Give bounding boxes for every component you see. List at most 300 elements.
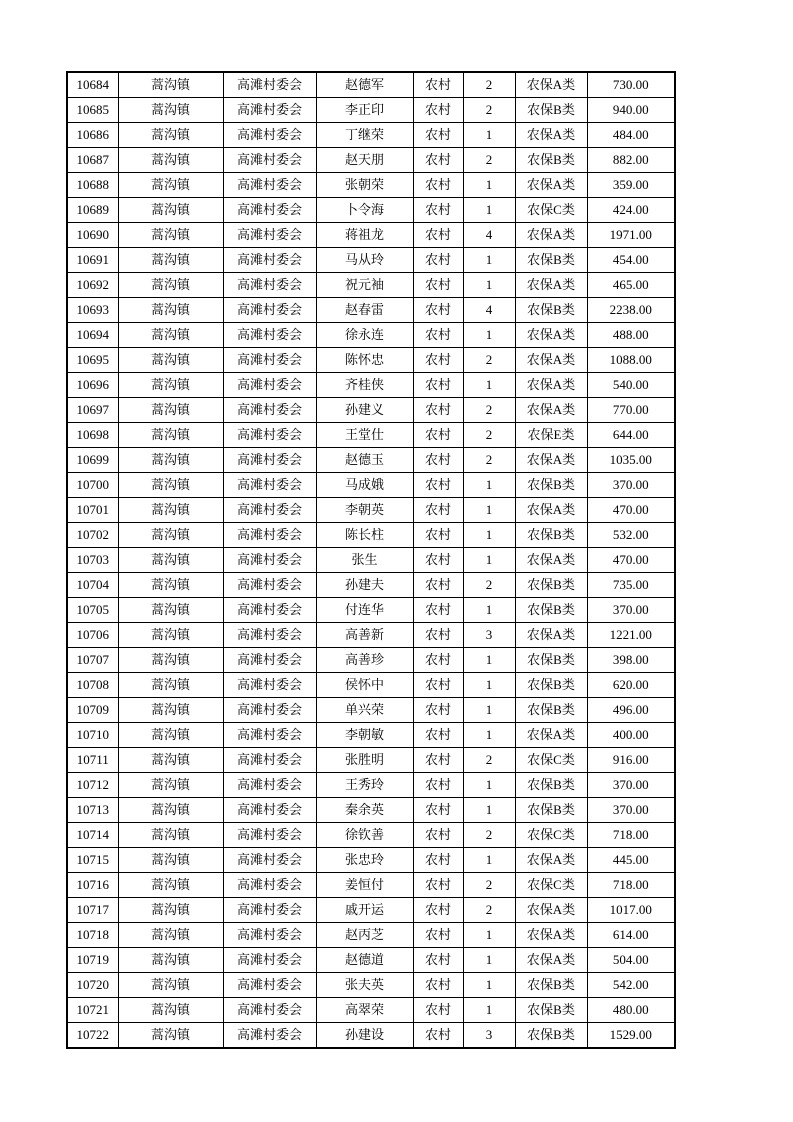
cell-category: 农保E类 xyxy=(515,423,587,448)
cell-name: 李正印 xyxy=(316,98,413,123)
cell-amount: 1529.00 xyxy=(587,1023,675,1049)
cell-count: 3 xyxy=(463,623,515,648)
cell-village: 高滩村委会 xyxy=(223,273,316,298)
cell-count: 1 xyxy=(463,998,515,1023)
cell-category: 农保A类 xyxy=(515,623,587,648)
cell-name: 徐钦善 xyxy=(316,823,413,848)
cell-count: 1 xyxy=(463,948,515,973)
cell-id: 10719 xyxy=(67,948,118,973)
table-row xyxy=(67,473,675,498)
cell-id: 10691 xyxy=(67,248,118,273)
cell-village: 高滩村委会 xyxy=(223,248,316,273)
cell-town: 蒿沟镇 xyxy=(118,723,223,748)
cell-town: 蒿沟镇 xyxy=(118,323,223,348)
cell-village: 高滩村委会 xyxy=(223,72,316,98)
cell-id: 10713 xyxy=(67,798,118,823)
table-row xyxy=(67,298,675,323)
cell-name: 高翠荣 xyxy=(316,998,413,1023)
cell-type: 农村 xyxy=(413,72,463,98)
cell-name: 张忠玲 xyxy=(316,848,413,873)
cell-category: 农保A类 xyxy=(515,498,587,523)
cell-village: 高滩村委会 xyxy=(223,823,316,848)
cell-count: 1 xyxy=(463,248,515,273)
table-row xyxy=(67,748,675,773)
cell-id: 10699 xyxy=(67,448,118,473)
cell-type: 农村 xyxy=(413,998,463,1023)
cell-amount: 400.00 xyxy=(587,723,675,748)
cell-count: 1 xyxy=(463,273,515,298)
cell-name: 赵丙芝 xyxy=(316,923,413,948)
table-row xyxy=(67,698,675,723)
cell-type: 农村 xyxy=(413,648,463,673)
cell-name: 陈怀忠 xyxy=(316,348,413,373)
cell-village: 高滩村委会 xyxy=(223,148,316,173)
cell-count: 2 xyxy=(463,898,515,923)
cell-name: 张胜明 xyxy=(316,748,413,773)
cell-id: 10690 xyxy=(67,223,118,248)
cell-category: 农保B类 xyxy=(515,473,587,498)
cell-id: 10685 xyxy=(67,98,118,123)
cell-category: 农保A类 xyxy=(515,323,587,348)
cell-amount: 480.00 xyxy=(587,998,675,1023)
cell-amount: 540.00 xyxy=(587,373,675,398)
cell-name: 侯怀中 xyxy=(316,673,413,698)
cell-type: 农村 xyxy=(413,598,463,623)
cell-amount: 1088.00 xyxy=(587,348,675,373)
cell-name: 张朝荣 xyxy=(316,173,413,198)
cell-village: 高滩村委会 xyxy=(223,473,316,498)
cell-amount: 882.00 xyxy=(587,148,675,173)
cell-village: 高滩村委会 xyxy=(223,398,316,423)
table-row xyxy=(67,973,675,998)
cell-count: 1 xyxy=(463,848,515,873)
cell-count: 3 xyxy=(463,1023,515,1049)
cell-count: 2 xyxy=(463,348,515,373)
table-row xyxy=(67,423,675,448)
cell-id: 10686 xyxy=(67,123,118,148)
cell-count: 2 xyxy=(463,72,515,98)
cell-name: 祝元袖 xyxy=(316,273,413,298)
cell-type: 农村 xyxy=(413,823,463,848)
cell-type: 农村 xyxy=(413,273,463,298)
cell-category: 农保A类 xyxy=(515,948,587,973)
cell-amount: 1971.00 xyxy=(587,223,675,248)
cell-name: 王秀玲 xyxy=(316,773,413,798)
cell-village: 高滩村委会 xyxy=(223,748,316,773)
cell-type: 农村 xyxy=(413,548,463,573)
cell-id: 10704 xyxy=(67,573,118,598)
cell-id: 10718 xyxy=(67,923,118,948)
cell-category: 农保A类 xyxy=(515,72,587,98)
cell-name: 姜恒付 xyxy=(316,873,413,898)
table-row xyxy=(67,448,675,473)
cell-name: 李朝英 xyxy=(316,498,413,523)
cell-town: 蒿沟镇 xyxy=(118,248,223,273)
cell-name: 赵春雷 xyxy=(316,298,413,323)
cell-amount: 470.00 xyxy=(587,548,675,573)
cell-town: 蒿沟镇 xyxy=(118,773,223,798)
cell-amount: 504.00 xyxy=(587,948,675,973)
cell-name: 丁继荣 xyxy=(316,123,413,148)
cell-type: 农村 xyxy=(413,698,463,723)
cell-id: 10697 xyxy=(67,398,118,423)
cell-amount: 916.00 xyxy=(587,748,675,773)
cell-id: 10715 xyxy=(67,848,118,873)
cell-type: 农村 xyxy=(413,673,463,698)
cell-id: 10688 xyxy=(67,173,118,198)
cell-amount: 1017.00 xyxy=(587,898,675,923)
cell-village: 高滩村委会 xyxy=(223,123,316,148)
cell-type: 农村 xyxy=(413,223,463,248)
cell-type: 农村 xyxy=(413,198,463,223)
cell-amount: 465.00 xyxy=(587,273,675,298)
cell-count: 2 xyxy=(463,748,515,773)
cell-name: 孙建义 xyxy=(316,398,413,423)
cell-town: 蒿沟镇 xyxy=(118,748,223,773)
cell-amount: 2238.00 xyxy=(587,298,675,323)
cell-town: 蒿沟镇 xyxy=(118,648,223,673)
cell-town: 蒿沟镇 xyxy=(118,923,223,948)
cell-category: 农保B类 xyxy=(515,798,587,823)
cell-type: 农村 xyxy=(413,798,463,823)
cell-name: 齐桂侠 xyxy=(316,373,413,398)
cell-town: 蒿沟镇 xyxy=(118,673,223,698)
cell-village: 高滩村委会 xyxy=(223,948,316,973)
cell-village: 高滩村委会 xyxy=(223,373,316,398)
cell-amount: 770.00 xyxy=(587,398,675,423)
table-row xyxy=(67,723,675,748)
cell-id: 10708 xyxy=(67,673,118,698)
cell-category: 农保B类 xyxy=(515,698,587,723)
cell-category: 农保A类 xyxy=(515,123,587,148)
table-row xyxy=(67,773,675,798)
cell-village: 高滩村委会 xyxy=(223,548,316,573)
cell-id: 10698 xyxy=(67,423,118,448)
cell-village: 高滩村委会 xyxy=(223,573,316,598)
cell-category: 农保B类 xyxy=(515,673,587,698)
cell-amount: 370.00 xyxy=(587,473,675,498)
cell-town: 蒿沟镇 xyxy=(118,523,223,548)
cell-id: 10709 xyxy=(67,698,118,723)
cell-town: 蒿沟镇 xyxy=(118,72,223,98)
cell-town: 蒿沟镇 xyxy=(118,823,223,848)
cell-category: 农保A类 xyxy=(515,848,587,873)
cell-id: 10695 xyxy=(67,348,118,373)
cell-name: 徐永连 xyxy=(316,323,413,348)
cell-category: 农保B类 xyxy=(515,523,587,548)
cell-town: 蒿沟镇 xyxy=(118,573,223,598)
cell-type: 农村 xyxy=(413,348,463,373)
cell-town: 蒿沟镇 xyxy=(118,698,223,723)
cell-category: 农保B类 xyxy=(515,998,587,1023)
cell-count: 1 xyxy=(463,673,515,698)
cell-name: 孙建设 xyxy=(316,1023,413,1049)
cell-town: 蒿沟镇 xyxy=(118,148,223,173)
cell-amount: 940.00 xyxy=(587,98,675,123)
cell-id: 10687 xyxy=(67,148,118,173)
cell-town: 蒿沟镇 xyxy=(118,848,223,873)
cell-category: 农保A类 xyxy=(515,398,587,423)
cell-id: 10721 xyxy=(67,998,118,1023)
cell-category: 农保A类 xyxy=(515,373,587,398)
cell-count: 1 xyxy=(463,323,515,348)
cell-type: 农村 xyxy=(413,898,463,923)
table-row xyxy=(67,673,675,698)
cell-name: 高善珍 xyxy=(316,648,413,673)
cell-amount: 644.00 xyxy=(587,423,675,448)
cell-category: 农保A类 xyxy=(515,723,587,748)
cell-id: 10693 xyxy=(67,298,118,323)
table-row xyxy=(67,873,675,898)
cell-amount: 454.00 xyxy=(587,248,675,273)
table-row xyxy=(67,598,675,623)
cell-village: 高滩村委会 xyxy=(223,598,316,623)
cell-type: 农村 xyxy=(413,873,463,898)
cell-amount: 1035.00 xyxy=(587,448,675,473)
table-row xyxy=(67,623,675,648)
cell-town: 蒿沟镇 xyxy=(118,973,223,998)
cell-town: 蒿沟镇 xyxy=(118,498,223,523)
cell-village: 高滩村委会 xyxy=(223,98,316,123)
cell-amount: 470.00 xyxy=(587,498,675,523)
cell-amount: 370.00 xyxy=(587,798,675,823)
cell-type: 农村 xyxy=(413,848,463,873)
cell-name: 张生 xyxy=(316,548,413,573)
cell-type: 农村 xyxy=(413,173,463,198)
cell-id: 10701 xyxy=(67,498,118,523)
cell-count: 1 xyxy=(463,548,515,573)
cell-count: 1 xyxy=(463,498,515,523)
cell-category: 农保B类 xyxy=(515,98,587,123)
cell-village: 高滩村委会 xyxy=(223,298,316,323)
cell-town: 蒿沟镇 xyxy=(118,423,223,448)
table-row xyxy=(67,898,675,923)
cell-id: 10722 xyxy=(67,1023,118,1049)
cell-amount: 532.00 xyxy=(587,523,675,548)
cell-town: 蒿沟镇 xyxy=(118,548,223,573)
cell-village: 高滩村委会 xyxy=(223,648,316,673)
cell-id: 10703 xyxy=(67,548,118,573)
cell-village: 高滩村委会 xyxy=(223,973,316,998)
cell-village: 高滩村委会 xyxy=(223,448,316,473)
cell-town: 蒿沟镇 xyxy=(118,448,223,473)
table-row xyxy=(67,72,675,98)
cell-category: 农保B类 xyxy=(515,598,587,623)
table-row xyxy=(67,648,675,673)
cell-type: 农村 xyxy=(413,623,463,648)
cell-town: 蒿沟镇 xyxy=(118,473,223,498)
cell-type: 农村 xyxy=(413,723,463,748)
cell-category: 农保A类 xyxy=(515,348,587,373)
cell-name: 蒋祖龙 xyxy=(316,223,413,248)
cell-category: 农保C类 xyxy=(515,198,587,223)
table-row xyxy=(67,823,675,848)
cell-village: 高滩村委会 xyxy=(223,223,316,248)
cell-id: 10720 xyxy=(67,973,118,998)
cell-village: 高滩村委会 xyxy=(223,173,316,198)
cell-category: 农保B类 xyxy=(515,1023,587,1049)
cell-name: 王堂仕 xyxy=(316,423,413,448)
cell-amount: 370.00 xyxy=(587,598,675,623)
cell-village: 高滩村委会 xyxy=(223,773,316,798)
cell-name: 赵德玉 xyxy=(316,448,413,473)
cell-village: 高滩村委会 xyxy=(223,198,316,223)
cell-town: 蒿沟镇 xyxy=(118,173,223,198)
cell-count: 1 xyxy=(463,373,515,398)
cell-amount: 359.00 xyxy=(587,173,675,198)
cell-amount: 424.00 xyxy=(587,198,675,223)
table-body xyxy=(67,72,675,1048)
table-row xyxy=(67,923,675,948)
cell-type: 农村 xyxy=(413,473,463,498)
cell-amount: 484.00 xyxy=(587,123,675,148)
benefits-table xyxy=(66,71,676,1049)
cell-id: 10684 xyxy=(67,72,118,98)
table-row xyxy=(67,148,675,173)
cell-village: 高滩村委会 xyxy=(223,698,316,723)
cell-category: 农保A类 xyxy=(515,923,587,948)
table-row xyxy=(67,548,675,573)
cell-type: 农村 xyxy=(413,323,463,348)
cell-count: 1 xyxy=(463,173,515,198)
cell-town: 蒿沟镇 xyxy=(118,1023,223,1049)
cell-type: 农村 xyxy=(413,98,463,123)
cell-id: 10689 xyxy=(67,198,118,223)
cell-name: 陈长柱 xyxy=(316,523,413,548)
table-row xyxy=(67,573,675,598)
cell-name: 戚开运 xyxy=(316,898,413,923)
cell-count: 1 xyxy=(463,798,515,823)
cell-count: 1 xyxy=(463,923,515,948)
cell-category: 农保A类 xyxy=(515,548,587,573)
cell-type: 农村 xyxy=(413,448,463,473)
cell-category: 农保C类 xyxy=(515,823,587,848)
cell-id: 10700 xyxy=(67,473,118,498)
cell-category: 农保B类 xyxy=(515,573,587,598)
cell-count: 1 xyxy=(463,723,515,748)
cell-id: 10712 xyxy=(67,773,118,798)
cell-id: 10714 xyxy=(67,823,118,848)
cell-name: 付连华 xyxy=(316,598,413,623)
cell-town: 蒿沟镇 xyxy=(118,298,223,323)
cell-town: 蒿沟镇 xyxy=(118,223,223,248)
cell-id: 10710 xyxy=(67,723,118,748)
cell-category: 农保B类 xyxy=(515,973,587,998)
cell-village: 高滩村委会 xyxy=(223,523,316,548)
cell-name: 李朝敏 xyxy=(316,723,413,748)
cell-town: 蒿沟镇 xyxy=(118,873,223,898)
table-row xyxy=(67,123,675,148)
cell-village: 高滩村委会 xyxy=(223,998,316,1023)
cell-town: 蒿沟镇 xyxy=(118,598,223,623)
cell-amount: 542.00 xyxy=(587,973,675,998)
cell-amount: 496.00 xyxy=(587,698,675,723)
cell-name: 卜令海 xyxy=(316,198,413,223)
cell-id: 10706 xyxy=(67,623,118,648)
cell-id: 10694 xyxy=(67,323,118,348)
cell-type: 农村 xyxy=(413,973,463,998)
cell-type: 农村 xyxy=(413,398,463,423)
cell-town: 蒿沟镇 xyxy=(118,198,223,223)
cell-name: 马成娥 xyxy=(316,473,413,498)
cell-type: 农村 xyxy=(413,498,463,523)
cell-type: 农村 xyxy=(413,298,463,323)
cell-name: 马从玲 xyxy=(316,248,413,273)
table-row xyxy=(67,1023,675,1049)
table-row xyxy=(67,798,675,823)
cell-category: 农保A类 xyxy=(515,273,587,298)
cell-village: 高滩村委会 xyxy=(223,623,316,648)
table-row xyxy=(67,948,675,973)
cell-category: 农保B类 xyxy=(515,248,587,273)
cell-type: 农村 xyxy=(413,373,463,398)
cell-type: 农村 xyxy=(413,948,463,973)
cell-category: 农保C类 xyxy=(515,748,587,773)
cell-village: 高滩村委会 xyxy=(223,798,316,823)
cell-name: 高善新 xyxy=(316,623,413,648)
cell-count: 4 xyxy=(463,298,515,323)
cell-category: 农保B类 xyxy=(515,648,587,673)
cell-id: 10707 xyxy=(67,648,118,673)
cell-count: 1 xyxy=(463,598,515,623)
table-row xyxy=(67,498,675,523)
cell-village: 高滩村委会 xyxy=(223,898,316,923)
cell-count: 2 xyxy=(463,573,515,598)
cell-count: 2 xyxy=(463,423,515,448)
cell-count: 1 xyxy=(463,123,515,148)
table-row xyxy=(67,323,675,348)
cell-count: 2 xyxy=(463,873,515,898)
cell-count: 1 xyxy=(463,523,515,548)
table-row xyxy=(67,523,675,548)
cell-count: 1 xyxy=(463,698,515,723)
cell-amount: 370.00 xyxy=(587,773,675,798)
cell-village: 高滩村委会 xyxy=(223,723,316,748)
cell-town: 蒿沟镇 xyxy=(118,998,223,1023)
cell-amount: 718.00 xyxy=(587,873,675,898)
cell-amount: 1221.00 xyxy=(587,623,675,648)
cell-name: 孙建夫 xyxy=(316,573,413,598)
cell-category: 农保A类 xyxy=(515,448,587,473)
cell-count: 1 xyxy=(463,473,515,498)
cell-type: 农村 xyxy=(413,773,463,798)
cell-count: 2 xyxy=(463,398,515,423)
cell-town: 蒿沟镇 xyxy=(118,898,223,923)
cell-amount: 718.00 xyxy=(587,823,675,848)
table-row xyxy=(67,273,675,298)
cell-type: 农村 xyxy=(413,923,463,948)
cell-name: 赵德军 xyxy=(316,72,413,98)
cell-amount: 488.00 xyxy=(587,323,675,348)
cell-type: 农村 xyxy=(413,573,463,598)
cell-amount: 614.00 xyxy=(587,923,675,948)
cell-id: 10705 xyxy=(67,598,118,623)
cell-count: 2 xyxy=(463,148,515,173)
cell-name: 单兴荣 xyxy=(316,698,413,723)
cell-village: 高滩村委会 xyxy=(223,673,316,698)
cell-village: 高滩村委会 xyxy=(223,1023,316,1049)
cell-village: 高滩村委会 xyxy=(223,348,316,373)
cell-village: 高滩村委会 xyxy=(223,923,316,948)
cell-category: 农保B类 xyxy=(515,298,587,323)
table-row xyxy=(67,223,675,248)
table-row xyxy=(67,98,675,123)
cell-id: 10692 xyxy=(67,273,118,298)
cell-type: 农村 xyxy=(413,148,463,173)
cell-count: 4 xyxy=(463,223,515,248)
cell-town: 蒿沟镇 xyxy=(118,373,223,398)
cell-id: 10702 xyxy=(67,523,118,548)
